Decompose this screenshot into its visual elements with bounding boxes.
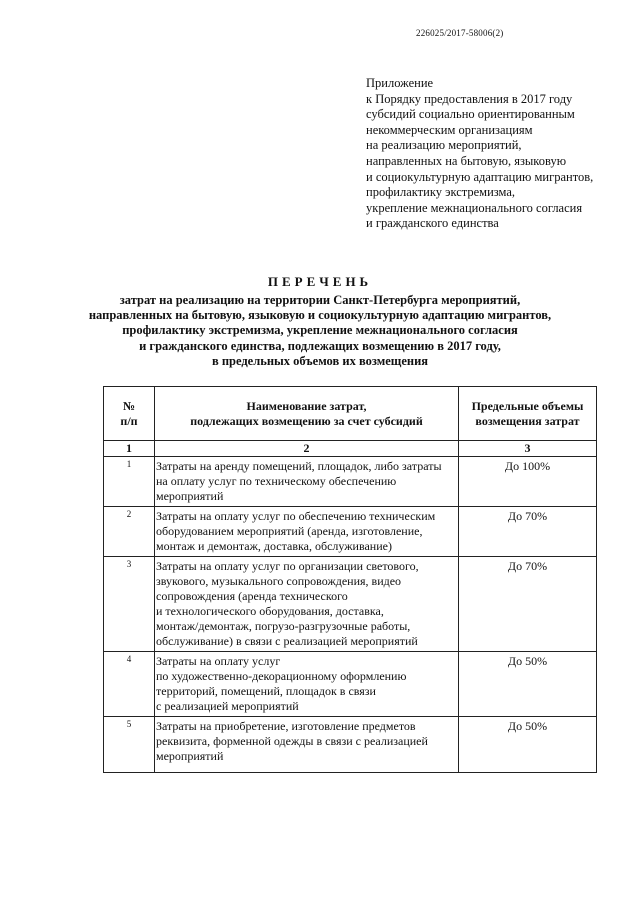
subtitle-line: затрат на реализацию на территории Санкт-Петербурга мероприятий, xyxy=(119,293,521,307)
header-cost-name-line: Наименование затрат, xyxy=(246,398,367,413)
appendix-line: некоммерческим организациям xyxy=(366,122,533,137)
cost-name-line: реквизита, форменной одежды в связи с реализацией xyxy=(156,734,428,748)
table-row xyxy=(104,507,597,557)
cost-name-line: звукового, музыкального сопровождения, видео xyxy=(156,574,402,588)
cost-limit: До 50% xyxy=(459,652,597,717)
appendix-line: Приложение xyxy=(366,76,434,90)
cost-name-line: мероприятий xyxy=(156,749,224,763)
cost-name-line: Затраты на аренду помещений, площадок, либо затраты xyxy=(156,459,442,473)
cost-limit: До 70% xyxy=(459,557,597,652)
cost-limit: До 100% xyxy=(459,457,597,507)
document-number: 226025/2017-58006(2) xyxy=(416,28,504,38)
page-title: ПЕРЕЧЕНЬ xyxy=(267,274,373,289)
cost-name-line: оборудованием мероприятий (аренда, изготовление, xyxy=(156,524,423,538)
cost-limit: До 70% xyxy=(459,507,597,557)
page-subtitle xyxy=(0,293,640,369)
header-cost-name xyxy=(155,387,459,441)
table-row xyxy=(104,652,597,717)
cost-name-line: обслуживание) в связи с реализацией мероприятий xyxy=(156,634,418,648)
header-cost-name-line: подлежащих возмещению за счет субсидий xyxy=(190,413,423,428)
costs-table xyxy=(103,386,597,773)
appendix-line: профилактику экстремизма, xyxy=(366,185,516,200)
cost-name-line: и технологического оборудования, доставка, xyxy=(156,604,384,618)
cost-name xyxy=(155,717,459,773)
table-row xyxy=(104,557,597,652)
appendix-line: к Порядку предоставления в 2017 году xyxy=(366,91,573,106)
cost-limit: До 50% xyxy=(459,717,597,773)
cost-name-line: Затраты на оплату услуг по организации светового, xyxy=(156,559,419,573)
header-limit xyxy=(459,387,597,441)
appendix-block xyxy=(366,76,593,232)
cost-name-line: территорий, помещений, площадок в связи xyxy=(156,684,376,698)
table-row xyxy=(104,457,597,507)
cost-name xyxy=(155,652,459,717)
cost-name-line: Затраты на приобретение, изготовление предметов xyxy=(156,719,416,733)
cost-name-line: сопровождения (аренда технического xyxy=(156,589,348,603)
appendix-line: и гражданского единства xyxy=(366,216,499,231)
appendix-line: укрепление межнационального согласия xyxy=(366,200,583,215)
header-number xyxy=(104,387,155,441)
row-number: 4 xyxy=(104,652,155,717)
header-number-line: п/п xyxy=(120,413,138,428)
column-number: 1 xyxy=(104,441,155,457)
cost-name-line: монтаж/демонтаж, погрузо-разгрузочные работы, xyxy=(156,619,411,633)
appendix-line: и социокультурную адаптацию мигрантов, xyxy=(366,169,594,184)
subtitle-line: и гражданского единства, подлежащих возмещению в 2017 году, xyxy=(139,338,501,353)
column-number: 2 xyxy=(155,441,459,457)
cost-name xyxy=(155,557,459,652)
cost-name xyxy=(155,457,459,507)
appendix-line: направленных на бытовую, языковую xyxy=(366,153,567,168)
column-number: 3 xyxy=(459,441,597,457)
table-row xyxy=(104,717,597,773)
header-limit-line: возмещения затрат xyxy=(475,413,580,428)
row-number: 5 xyxy=(104,717,155,773)
cost-name-line: на оплату услуг по техническому обеспечению xyxy=(156,474,397,488)
subtitle-line: профилактику экстремизма, укрепление межнационального согласия xyxy=(122,323,518,338)
table-header-row xyxy=(104,387,597,441)
appendix-line: субсидий социально ориентированным xyxy=(366,107,575,122)
cost-name-line: Затраты на оплату услуг xyxy=(156,654,281,668)
row-number: 2 xyxy=(104,507,155,557)
cost-name-line: по художественно-декорационному оформлению xyxy=(156,669,407,683)
row-number: 1 xyxy=(104,457,155,507)
cost-name-line: Затраты на оплату услуг по обеспечению техническим xyxy=(156,509,436,523)
header-number-line: № xyxy=(122,398,136,413)
column-numbers-row xyxy=(104,441,597,457)
cost-name xyxy=(155,507,459,557)
cost-name-line: мероприятий xyxy=(156,489,224,503)
cost-name-line: монтаж и демонтаж, доставка, обслуживание) xyxy=(156,539,392,553)
subtitle-line: направленных на бытовую, языковую и социокультурную адаптацию мигрантов, xyxy=(88,308,552,323)
cost-name-line: с реализацией мероприятий xyxy=(156,699,299,713)
header-limit-line: Предельные объемы xyxy=(471,398,584,413)
appendix-line: на реализацию мероприятий, xyxy=(366,138,522,153)
subtitle-line: в предельных объемов их возмещения xyxy=(211,353,429,368)
row-number: 3 xyxy=(104,557,155,652)
